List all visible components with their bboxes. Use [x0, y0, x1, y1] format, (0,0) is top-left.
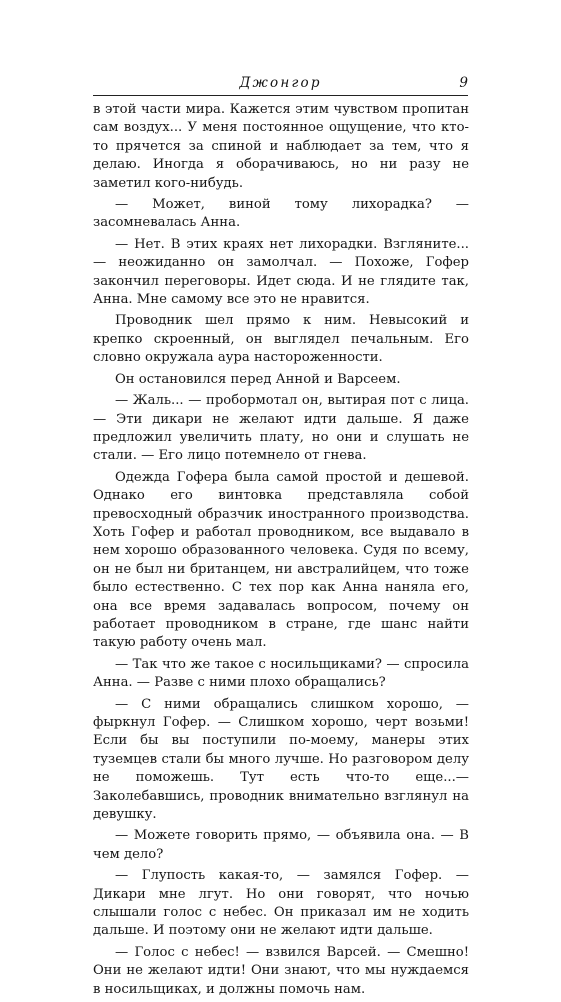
paragraph: в этой части мира. Кажется этим чувством пропитан сам воздух... У меня постоянное ощущение, что кто-то прячется за спиной и наблюдает за тем, что я делаю. Иногда я оборачиваюсь, но ни разу не заметил кого-нибудь.	[93, 102, 469, 191]
paragraph: Он остановился перед Анной и Варсеем.	[115, 371, 401, 387]
paragraph: — Глупость какая-то, — замялся Гофер. — Дикари мне лгут. Но они говорят, что ночью слышали голос с небес. Он приказал им не ходить дальше. И поэтому они не желают идти дальше.	[93, 868, 469, 939]
paragraph: — Может, виной тому лихорадка? — засомневалась Анна.	[93, 197, 469, 231]
header-rule	[93, 95, 468, 96]
body-text	[93, 101, 469, 1002]
paragraph: — Голос с небес! — взвился Варсей. — Смешно! Они не желают идти! Они знают, что мы нуждаемся в носильщиках, и должны помочь нам.	[93, 944, 469, 997]
paragraph: — С ними обращались слишком хорошо, — фыркнул Гофер. — Слишком хорошо, черт возьми! Если бы вы поступили по-моему, манеры этих туземцев стали бы много лучше. Но разговором делу не поможешь. Тут есть что-то еще...— Заколебавшись, проводник внимательно взглянул на девушку.	[93, 696, 469, 823]
paragraph: — Жаль... — пробормотал он, вытирая пот с лица. — Эти дикари не желают идти дальше. Я даже предложил увеличить плату, но они и слушать не стали. — Его лицо потемнело от гнева.	[93, 393, 469, 464]
paragraph: — Так что же такое с носильщиками? — спросила Анна. — Разве с ними плохо обращались?	[93, 656, 469, 691]
paragraph: Одежда Гофера была самой простой и дешевой. Однако его винтовка представляла собой превосходный образчик иностранного производства. Хоть Гофер и работал проводником, все выдавало в нем хорошо образованного человека. Судя по всему, он не был ни британцем, ни австралийцем, что тоже было естественно. С тех пор как Анна наняла его, она все время задавалась вопросом, почему он работает проводником в стране, где шанс найти такую работу очень мал.	[93, 469, 469, 651]
paragraph: — Можете говорить прямо, — объявила она. — В чем дело?	[93, 828, 469, 862]
paragraph: Проводник шел прямо к ним. Невысокий и крепко скроенный, он выглядел печальным. Его словно окружала аура настороженности.	[93, 313, 469, 366]
page-number: 9	[459, 75, 468, 91]
running-title: Джонгор	[239, 75, 322, 91]
paragraph: — Нет. В этих краях нет лихорадки. Взгляните... — неожиданно он замолчал. — Похоже, Гофер закончил переговоры. Идет сюда. И не глядите так, Анна. Мне самому все это не нравится.	[93, 236, 469, 308]
